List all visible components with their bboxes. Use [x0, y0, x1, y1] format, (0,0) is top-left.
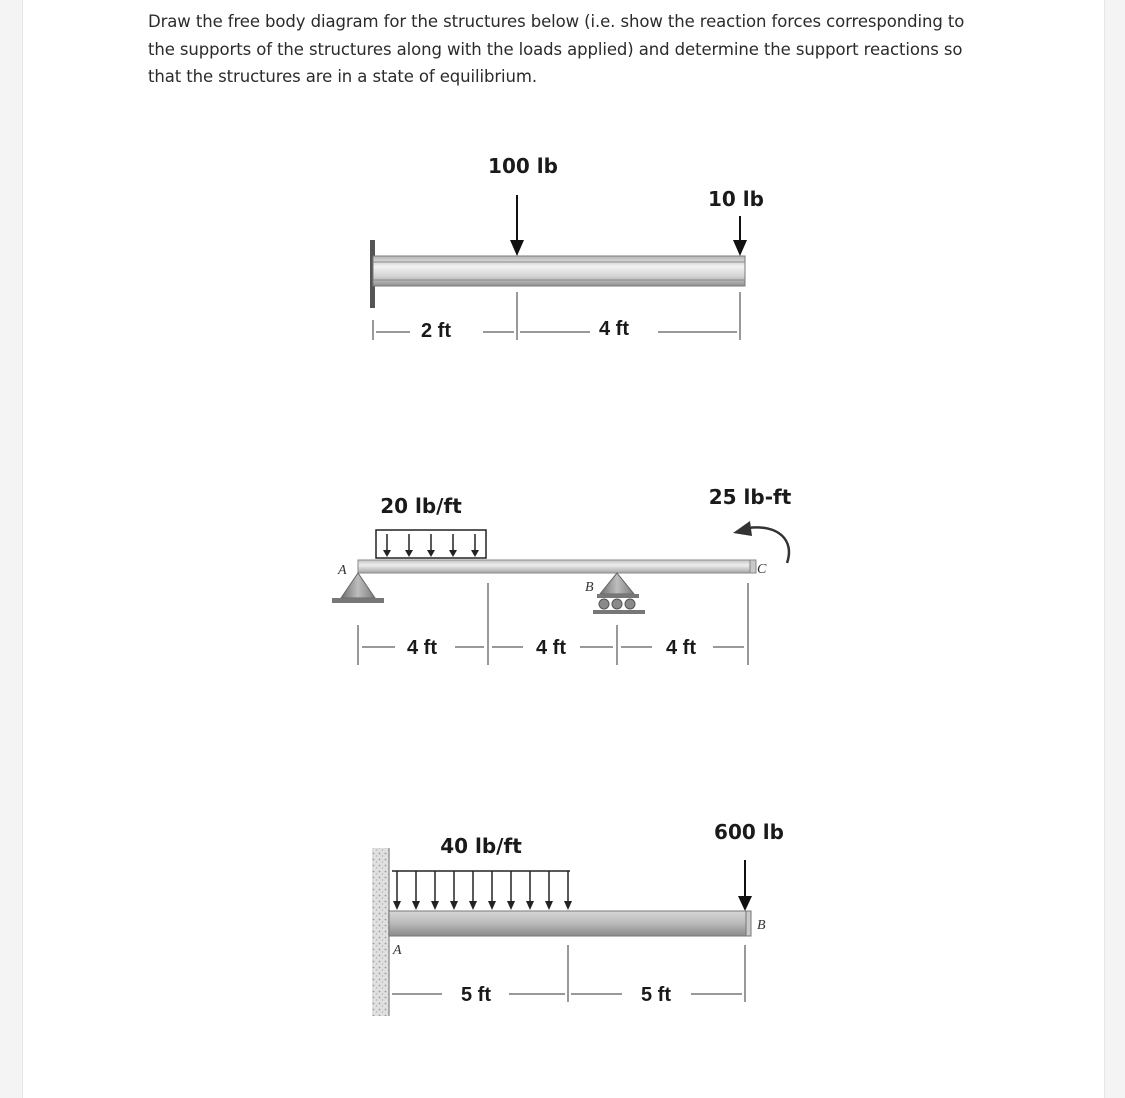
beam2-moment-arrow: [733, 521, 789, 563]
beam2-point-c: C: [757, 562, 767, 577]
beam1-group: [370, 154, 764, 342]
beam3-point-load-arrow: [738, 860, 752, 911]
beam2-point-a: A: [338, 563, 347, 578]
beam2-group: [332, 485, 792, 665]
beam3-wall: [372, 848, 389, 1016]
beam3-beam: [389, 911, 746, 936]
beam2-dim-ab-right: 4 ft: [536, 637, 566, 659]
beam1-load-100-label: 100 lb: [488, 154, 558, 178]
beam1-load-10-arrow: [733, 216, 747, 256]
beam1-dim-2ft: 2 ft: [421, 320, 451, 342]
problem-instructions: Draw the free body diagram for the structures below (i.e. show the reaction forces corresponding to the supports of the structures along with the loads applied) and determine the support reactions so that the structures are in a state of equilibrium.: [148, 12, 965, 86]
beam2-dim-ab-left: 4 ft: [407, 637, 437, 659]
beam3-point-load-label: 600 lb: [714, 820, 784, 844]
beam2-point-b: B: [585, 580, 594, 595]
beam3-distributed-load: [392, 871, 570, 903]
beam2-dim-bc: 4 ft: [666, 637, 696, 659]
beam1-load-10-label: 10 lb: [708, 187, 764, 211]
beam2-roller-support-b: [593, 573, 645, 614]
beam2-dist-load-label: 20 lb/ft: [380, 494, 462, 518]
beam3-point-a: A: [393, 943, 402, 958]
beam3-dist-load-label: 40 lb/ft: [440, 834, 522, 858]
beam1-load-100-arrow: [510, 195, 524, 256]
beam1-dim-4ft: 4 ft: [599, 318, 629, 340]
beam2-beam: [358, 560, 750, 573]
beam1-beam: [373, 256, 745, 286]
beam3-dimension-lines: [392, 945, 745, 1002]
beam2-moment-label: 25 lb-ft: [708, 485, 792, 509]
beam3-point-b: B: [757, 918, 766, 933]
beam3-dim-right: 5 ft: [641, 984, 671, 1006]
beam3-dim-left: 5 ft: [461, 984, 491, 1006]
beam3-group: [372, 820, 784, 1016]
